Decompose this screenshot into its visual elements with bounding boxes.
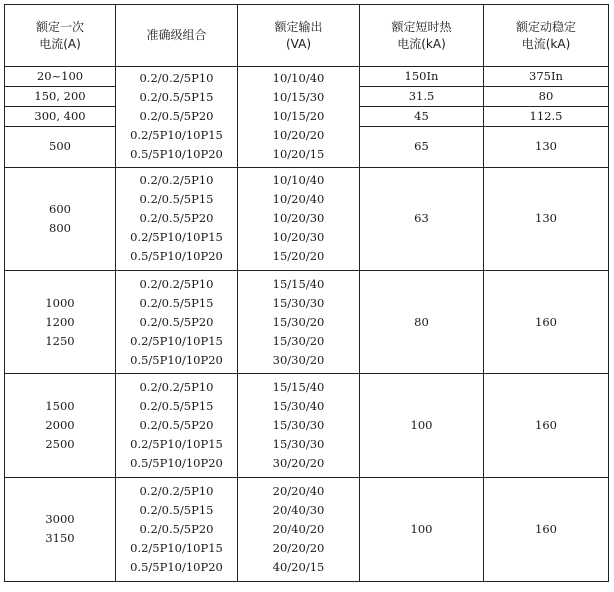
dynamic-cell: 80: [484, 87, 609, 107]
thermal-cell: 150In: [360, 67, 484, 87]
current-cell: 500: [5, 127, 116, 167]
accuracy-cell: 0.2/0.2/5P10 0.2/0.5/5P15 0.2/0.5/5P20 0.2/5P10/10P15 0.5/5P10/10P20: [116, 67, 238, 167]
table-row: [5, 270, 609, 373]
thermal-cell: 63: [360, 167, 484, 270]
output-cell: 10/10/40 10/15/30 10/15/20 10/20/20 10/20/15: [238, 67, 360, 167]
header-short-time-thermal-current: 额定短时热 电流(kA): [360, 5, 484, 67]
spec-table: [4, 4, 609, 582]
header-row: [5, 5, 609, 67]
accuracy-cell: 0.2/0.2/5P10 0.2/0.5/5P15 0.2/0.5/5P20 0.2/5P10/10P15 0.5/5P10/10P20: [116, 374, 238, 477]
current-cell: 600 800: [5, 167, 116, 270]
table-row: [5, 477, 609, 581]
accuracy-cell: 0.2/0.2/5P10 0.2/0.5/5P15 0.2/0.5/5P20 0.2/5P10/10P15 0.5/5P10/10P20: [116, 270, 238, 373]
thermal-cell: 100: [360, 374, 484, 477]
output-cell: 15/15/40 15/30/40 15/30/30 15/30/30 30/20/20: [238, 374, 360, 477]
dynamic-cell: 130: [484, 127, 609, 167]
accuracy-cell: 0.2/0.2/5P10 0.2/0.5/5P15 0.2/0.5/5P20 0.2/5P10/10P15 0.5/5P10/10P20: [116, 167, 238, 270]
thermal-cell: 65: [360, 127, 484, 167]
table-row: [5, 167, 609, 270]
table-row: [5, 67, 609, 87]
header-rated-output: 额定输出 (VA): [238, 5, 360, 67]
current-cell: 3000 3150: [5, 477, 116, 581]
dynamic-cell: 160: [484, 270, 609, 373]
header-accuracy-class: 准确级组合: [116, 5, 238, 67]
output-cell: 15/15/40 15/30/30 15/30/20 15/30/20 30/30/20: [238, 270, 360, 373]
dynamic-cell: 112.5: [484, 107, 609, 127]
dynamic-cell: 375In: [484, 67, 609, 87]
table-row: [5, 374, 609, 477]
thermal-cell: 45: [360, 107, 484, 127]
accuracy-cell: 0.2/0.2/5P10 0.2/0.5/5P15 0.2/0.5/5P20 0.2/5P10/10P15 0.5/5P10/10P20: [116, 477, 238, 581]
current-cell: 1000 1200 1250: [5, 270, 116, 373]
dynamic-cell: 130: [484, 167, 609, 270]
output-cell: 10/10/40 10/20/40 10/20/30 10/20/30 15/20/20: [238, 167, 360, 270]
thermal-cell: 31.5: [360, 87, 484, 107]
thermal-cell: 100: [360, 477, 484, 581]
header-rated-primary-current: 额定一次 电流(A): [5, 5, 116, 67]
header-dynamic-stable-current: 额定动稳定 电流(kA): [484, 5, 609, 67]
current-cell: 300, 400: [5, 107, 116, 127]
dynamic-cell: 160: [484, 374, 609, 477]
current-cell: 150, 200: [5, 87, 116, 107]
output-cell: 20/20/40 20/40/30 20/40/20 20/20/20 40/20/15: [238, 477, 360, 581]
current-cell: 20~100: [5, 67, 116, 87]
thermal-cell: 80: [360, 270, 484, 373]
dynamic-cell: 160: [484, 477, 609, 581]
current-cell: 1500 2000 2500: [5, 374, 116, 477]
